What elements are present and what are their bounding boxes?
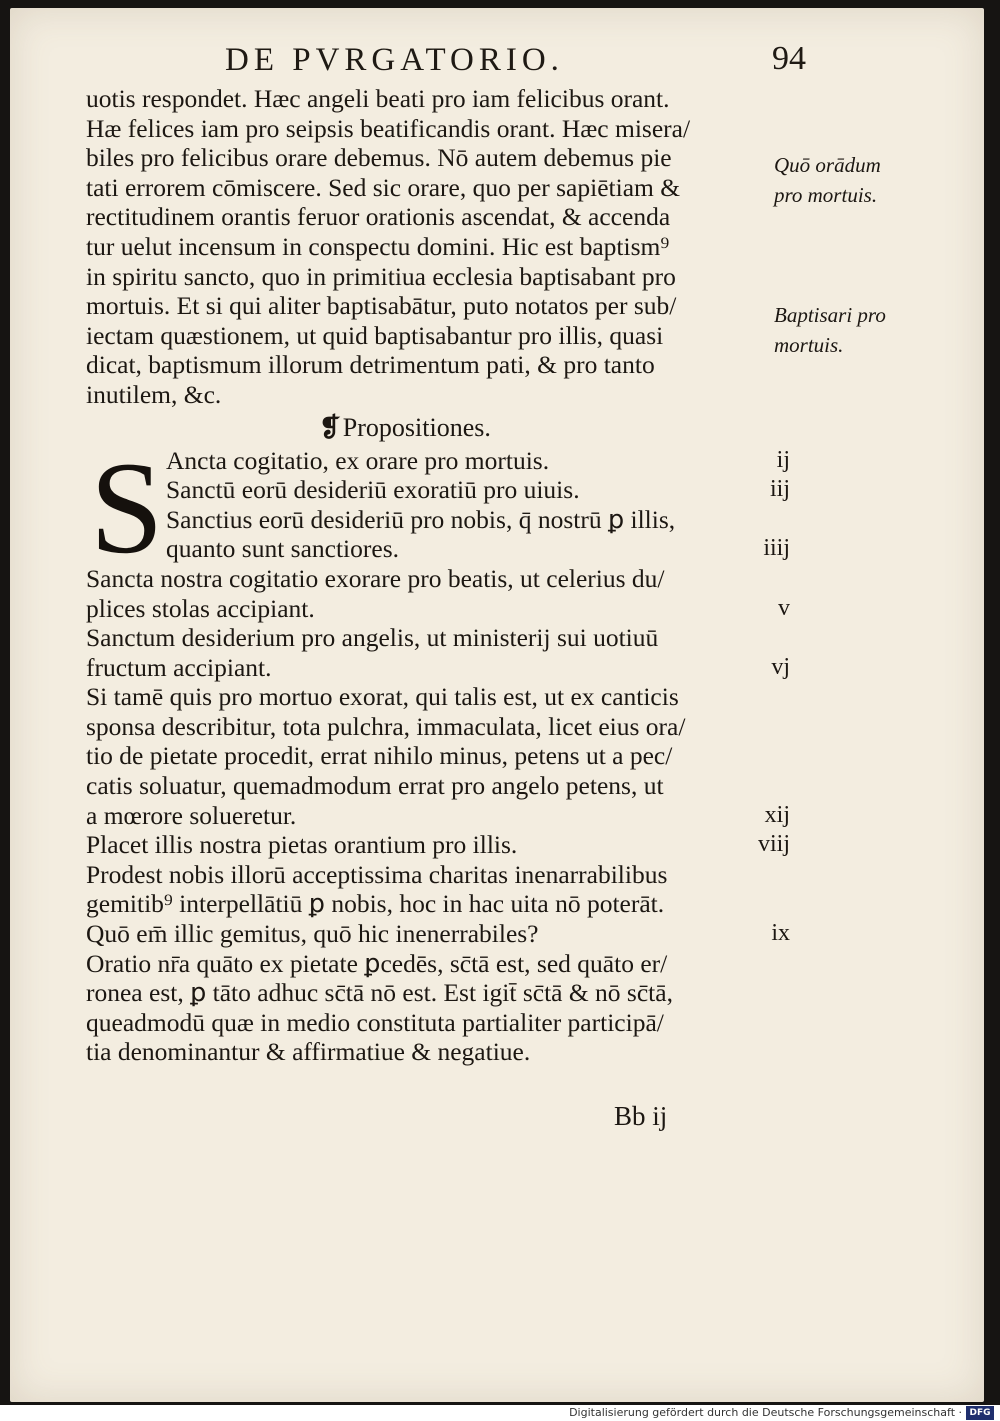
text-line: dicat, baptismum illorum detrimentum pati, & pro tanto xyxy=(86,350,655,380)
proposition-number: viij xyxy=(757,831,790,858)
proposition-text: Oratio nr̄a quāto ex pietate ꝑcedēs, sc̄tā est, sed quāto er/ xyxy=(86,948,668,978)
proposition-text: catis soluatur, quemadmodum errat pro angelo petens, ut xyxy=(86,771,664,801)
book-page xyxy=(10,8,984,1402)
text-line: tur uelut incensum in conspectu domini. Hic est baptism⁹ xyxy=(86,231,670,261)
proposition-line xyxy=(86,712,776,742)
text-line: inutilem, &c. xyxy=(86,379,222,409)
proposition-number: iiij xyxy=(763,535,790,562)
proposition-line xyxy=(86,652,790,683)
proposition-line xyxy=(86,830,790,860)
digitization-footer xyxy=(0,1405,1000,1421)
marginal-note-line: pro mortuis. xyxy=(774,183,878,207)
proposition-line xyxy=(86,978,776,1008)
text-line: Hæ felices iam pro seipsis beatificandis orant. Hæc misera/ xyxy=(86,113,691,143)
proposition-line xyxy=(86,889,776,919)
proposition-text: ronea est, ꝑ tāto adhuc sc̄tā nō est. Est igit̄ sc̄tā & nō sc̄tā, xyxy=(86,978,673,1008)
proposition-line xyxy=(86,919,790,949)
proposition-number: ix xyxy=(771,920,790,947)
text-line: iectam quæstionem, ut quid baptisabantur pro illis, quasi xyxy=(86,320,664,350)
proposition-line xyxy=(86,860,776,890)
proposition-line xyxy=(86,800,790,831)
proposition-line xyxy=(86,564,776,594)
propositions-list xyxy=(86,433,790,1067)
proposition-line xyxy=(86,623,776,653)
proposition-line xyxy=(86,682,776,712)
text-line: mortuis. Et si qui aliter baptisabātur, puto notatos per sub/ xyxy=(86,291,677,321)
proposition-text: Sancta nostra cogitatio exorare pro beatis, ut celerius du/ xyxy=(86,563,665,593)
proposition-text: queadmodū quæ in medio constituta partialiter participā/ xyxy=(86,1007,664,1037)
proposition-text: Si tamē quis pro mortuo exorat, qui talis est, ut ex canticis xyxy=(86,682,679,712)
section-heading xyxy=(86,410,776,446)
proposition-line xyxy=(86,771,776,801)
proposition-text: tia denominantur & affirmatiue & negatiue. xyxy=(86,1037,531,1067)
proposition-text: Prodest nobis illorū acceptissima charitas inenarrabilibus xyxy=(86,859,668,889)
proposition-text: gemitib⁹ interpellātiū ꝑ nobis, hoc in hac uita nō poterāt. xyxy=(86,889,665,919)
text-line: rectitudinem orantis feruor orationis ascendat, & accenda xyxy=(86,202,671,232)
marginal-note-line: mortuis. xyxy=(774,333,844,357)
text-line: uotis respondet. Hæc angeli beati pro iam felicibus orant. xyxy=(86,84,670,113)
body-paragraph xyxy=(86,84,776,410)
proposition-text: tio de pietate procedit, errat nihilo minus, petens ut a pec/ xyxy=(86,741,673,771)
marginal-note-line: Quō orādum xyxy=(774,153,881,177)
propositions-block xyxy=(86,433,790,1067)
proposition-line xyxy=(86,445,790,476)
proposition-number: xij xyxy=(764,801,790,828)
signature-mark: Bb ij xyxy=(614,1101,668,1131)
proposition-line xyxy=(86,534,790,564)
proposition-text: Sanctū eorū desideriū exoratiū pro uiuis. xyxy=(166,475,580,505)
proposition-line xyxy=(86,1037,776,1067)
proposition-text: Placet illis nostra pietas orantium pro illis. xyxy=(86,830,518,860)
proposition-text: plices stolas accipiant. xyxy=(86,593,315,623)
proposition-line xyxy=(86,505,776,535)
text-line: biles pro felicibus orare debemus. Nō autem debemus pie xyxy=(86,143,672,173)
main-text xyxy=(86,84,790,1067)
proposition-line xyxy=(86,949,776,979)
marginal-note-2 xyxy=(774,300,886,360)
proposition-line xyxy=(86,475,790,505)
proposition-number: vj xyxy=(771,653,790,680)
text-line: in spiritu sancto, quo in primitiua ecclesia baptisabant pro xyxy=(86,261,676,291)
proposition-text: Ancta cogitatio, ex orare pro mortuis. xyxy=(166,445,550,475)
proposition-line xyxy=(86,1008,776,1038)
section-heading-text: Propositiones. xyxy=(342,412,491,442)
proposition-text: Sanctum desiderium pro angelis, ut ministerij sui uotiuū xyxy=(86,623,659,653)
marginalia xyxy=(774,150,954,357)
proposition-text: a mœrore solueretur. xyxy=(86,800,297,830)
text-line: tati errorem cōmiscere. Sed sic orare, quo per sapiētiam & xyxy=(86,172,681,202)
dfg-logo: DFG xyxy=(966,1406,994,1420)
proposition-text: sponsa describitur, tota pulchra, immaculata, licet eius ora/ xyxy=(86,711,686,741)
proposition-text: quanto sunt sanctiores. xyxy=(166,534,399,564)
marginal-note-line: Baptisari pro xyxy=(774,303,886,327)
proposition-number: ij xyxy=(776,446,790,473)
proposition-text: Quō em̄ illic gemitus, quō hic inenerrabiles? xyxy=(86,919,539,949)
proposition-line xyxy=(86,741,776,771)
running-title: DE PVRGATORIO. xyxy=(225,42,564,78)
marginal-note-1 xyxy=(774,150,954,210)
folio-number: 94 xyxy=(772,40,806,77)
funding-credit: Digitalisierung gefördert durch die Deutsche Forschungsgemeinschaft · xyxy=(569,1406,962,1419)
proposition-number: iij xyxy=(769,476,790,503)
pilcrow-mark: ❡ xyxy=(319,412,341,442)
proposition-line xyxy=(86,593,790,624)
page-header xyxy=(10,40,984,84)
proposition-text: fructum accipiant. xyxy=(86,652,272,682)
proposition-number: v xyxy=(778,594,790,621)
drop-cap: S xyxy=(90,433,164,581)
proposition-text: Sanctius eorū desideriū pro nobis, q̄ nostrū ꝑ illis, xyxy=(166,504,676,534)
